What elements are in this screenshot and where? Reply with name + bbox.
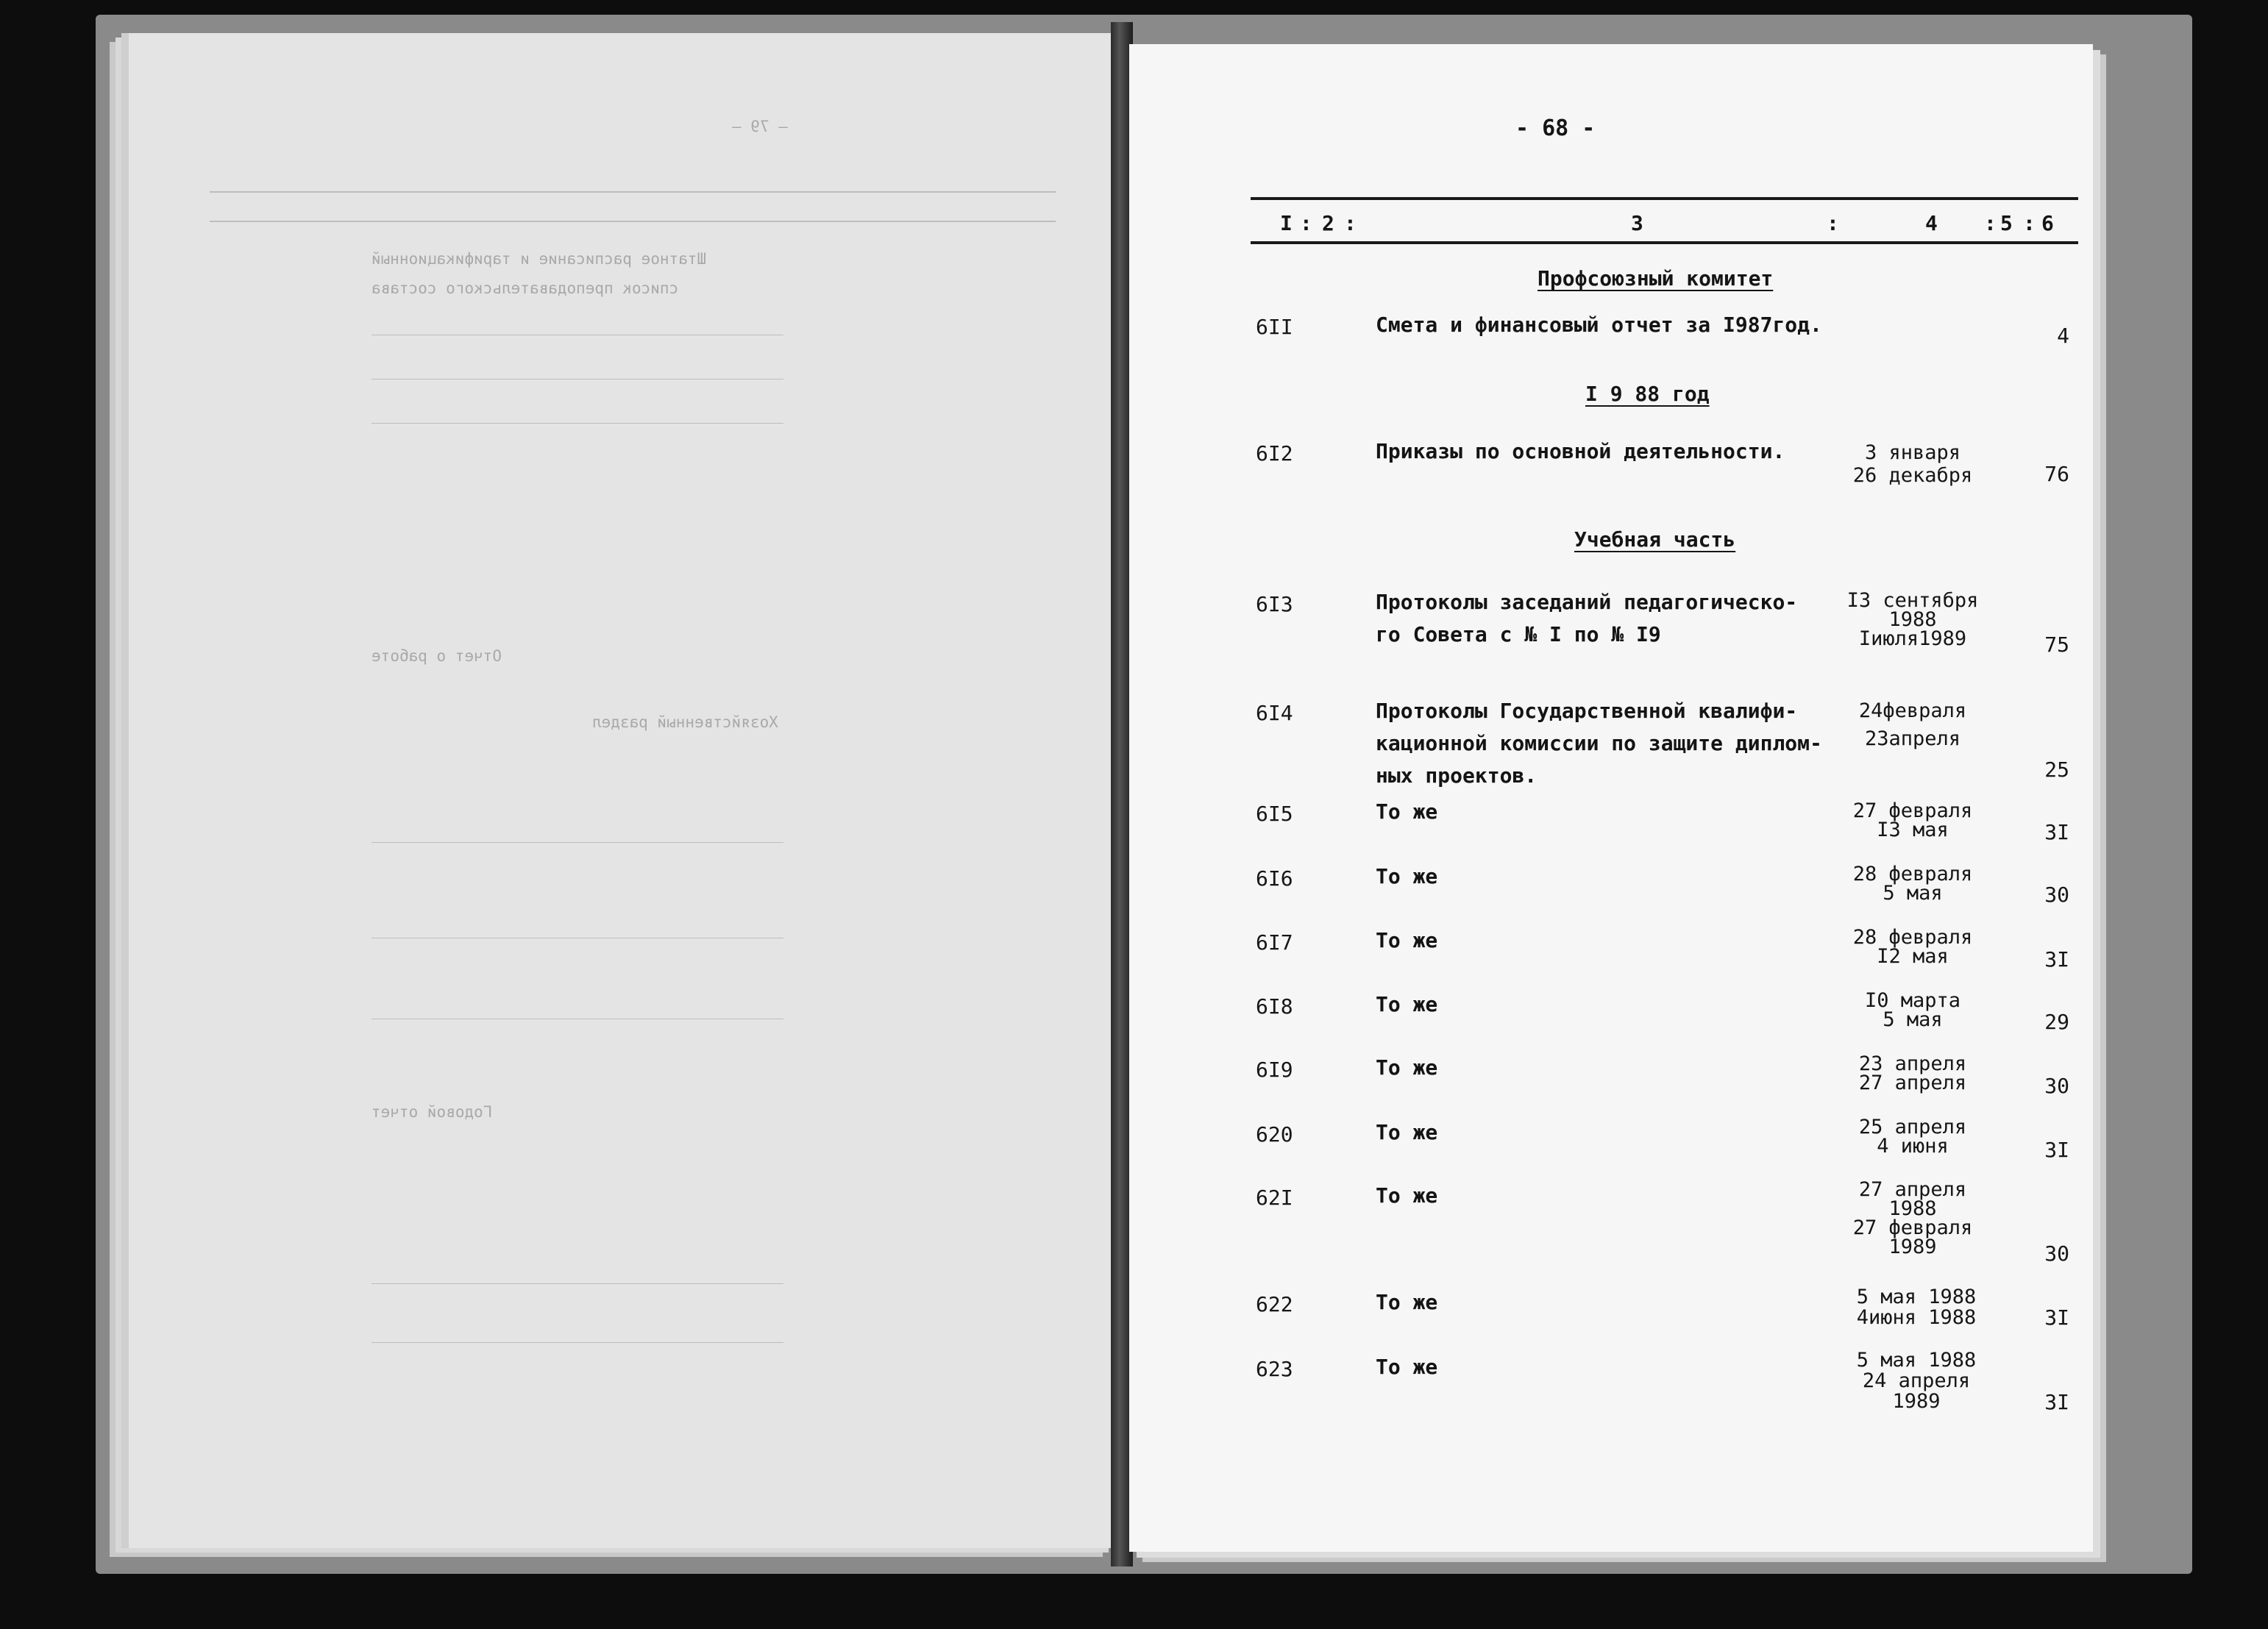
row-title: Смета и финансовый отчет за I987год. [1376, 313, 1822, 337]
row-title: Протоколы заседаний педагогическо- го Совета с № I по № I9 [1376, 590, 1798, 646]
row-dates: 27 апреля 1988 27 февраля 1989 [1852, 1178, 1973, 1258]
row-title: То же [1376, 1055, 1438, 1080]
ghost-rule [210, 221, 1056, 222]
row-sheets: 3I [2044, 1305, 2069, 1330]
row-number: 6I4 [1256, 701, 1293, 725]
row-dates: 5 мая 1988 24 апреля 1989 [1856, 1349, 1977, 1413]
row-title: То же [1376, 864, 1438, 888]
ghost-page-number: — 79 — [732, 118, 788, 135]
row-dates: 28 февраля 5 мая [1852, 863, 1973, 905]
row-sheets: 76 [2044, 462, 2069, 486]
row-number: 6I8 [1256, 994, 1293, 1019]
row-sheets: 30 [2044, 1241, 2069, 1266]
row-title: То же [1376, 799, 1438, 824]
row-number: 623 [1256, 1357, 1293, 1381]
row-dates: I0 марта 5 мая [1864, 989, 1961, 1031]
row-sheets: 30 [2044, 1074, 2069, 1098]
section-academic: Учебная часть [1574, 527, 1736, 552]
header-col2: 2 [1322, 211, 1334, 235]
row-dates: 3 января 26 декабря [1852, 441, 1973, 487]
ghost-text: Хозяйственный раздел [592, 713, 778, 731]
row-title: То же [1376, 992, 1438, 1016]
row-dates: 25 апреля 4 июня [1858, 1116, 1967, 1158]
header-col1: I [1280, 211, 1293, 235]
row-sheets: 4 [2057, 324, 2069, 348]
header-col6: 6 [2041, 211, 2054, 235]
left-page [129, 33, 1122, 1548]
row-number: 6I3 [1256, 592, 1293, 616]
header-top-rule [1251, 197, 2078, 200]
ghost-rule [210, 191, 1056, 193]
row-title: То же [1376, 928, 1438, 952]
section-trade-union: Профсоюзный комитет [1538, 266, 1774, 290]
row-dates: 28 февраля I2 мая [1852, 926, 1973, 968]
row-sheets: 3I [2044, 820, 2069, 844]
header-bottom-rule [1251, 241, 2078, 244]
ghost-rule [372, 842, 783, 843]
ghost-rule [372, 1342, 783, 1343]
row-title: То же [1376, 1183, 1438, 1208]
ghost-text: список преподавательского состава [372, 279, 679, 297]
header-col5: 5 [2000, 211, 2013, 235]
row-dates: I3 сентября 1988 Iиюля1989 [1846, 589, 1979, 650]
row-dates: 27 февраля I3 мая [1852, 799, 1973, 841]
row-number: 6I7 [1256, 930, 1293, 955]
row-number: 6I5 [1256, 802, 1293, 826]
row-sheets: 30 [2044, 883, 2069, 907]
section-year-1988: I 9 88 год [1585, 382, 1710, 406]
right-page: - 68 - I : 2 : 3 : 4 : 5 : 6 Профсоюзный комитет 6II Смета и финансовый отчет за I987год. 4 I 9 88 год 6I2 Приказы по основной деятельности. 3 января 26 декабря 76 Учебная часть 6I3 Протоколы заседаний педагогическо- го Совета с № I по № I9 I3 сентября 1988 Iиюля1989 75 6I4 Протоколы Государственной квалифи- кационной комиссии по защите диплом- ных проектов. 24февраля 23апреля 25 6I5 То же 27 февраля I3 мая 3I 6I6 То же 28 февраля 5 мая 30 6I7 То же 28 февраля I2 мая 3I 6I8 То же I0 марта 5 мая 29 6I9 То же 23 апреля 27 апреля 30 620 То же 25 апреля 4 июня 3I 62I То же 27 апреля 1988 27 февраля 1989 30 622 То же 5 мая 1988 4июня 1988 3I 623 То же 5 мая 1988 24 апреля 1989 3I [1129, 44, 2093, 1552]
ghost-rule [372, 423, 783, 424]
row-title: Протоколы Государственной квалифи- кационной комиссии по защите диплом- ных проектов. [1376, 699, 1822, 788]
ghost-rule [372, 1283, 783, 1284]
ghost-text: Отчет о работе [372, 647, 502, 665]
row-title: То же [1376, 1355, 1438, 1379]
row-number: 6I6 [1256, 866, 1293, 891]
row-sheets: 75 [2044, 632, 2069, 657]
row-number: 620 [1256, 1122, 1293, 1147]
row-number: 6I2 [1256, 441, 1293, 466]
row-sheets: 25 [2044, 758, 2069, 782]
row-sheets: 29 [2044, 1010, 2069, 1034]
row-number: 62I [1256, 1186, 1293, 1210]
row-number: 6I9 [1256, 1058, 1293, 1082]
row-sheets: 3I [2044, 1390, 2069, 1414]
ghost-text: Годовой отчет [372, 1103, 493, 1121]
header-col3: 3 [1631, 211, 1643, 235]
row-title: То же [1376, 1290, 1438, 1314]
row-title: То же [1376, 1120, 1438, 1144]
row-dates: 23 апреля 27 апреля [1858, 1052, 1967, 1094]
row-sheets: 3I [2044, 947, 2069, 972]
ghost-text: Штатное расписание и тарификационный [372, 250, 707, 268]
header-col4: 4 [1925, 211, 1938, 235]
row-sheets: 3I [2044, 1138, 2069, 1162]
row-title: Приказы по основной деятельности. [1376, 439, 1785, 463]
row-dates: 24февраля 23апреля [1858, 699, 1967, 750]
page-number: - 68 - [1515, 115, 1596, 141]
row-dates: 5 мая 1988 4июня 1988 [1856, 1286, 1977, 1329]
row-number: 622 [1256, 1292, 1293, 1316]
row-number: 6II [1256, 315, 1293, 339]
